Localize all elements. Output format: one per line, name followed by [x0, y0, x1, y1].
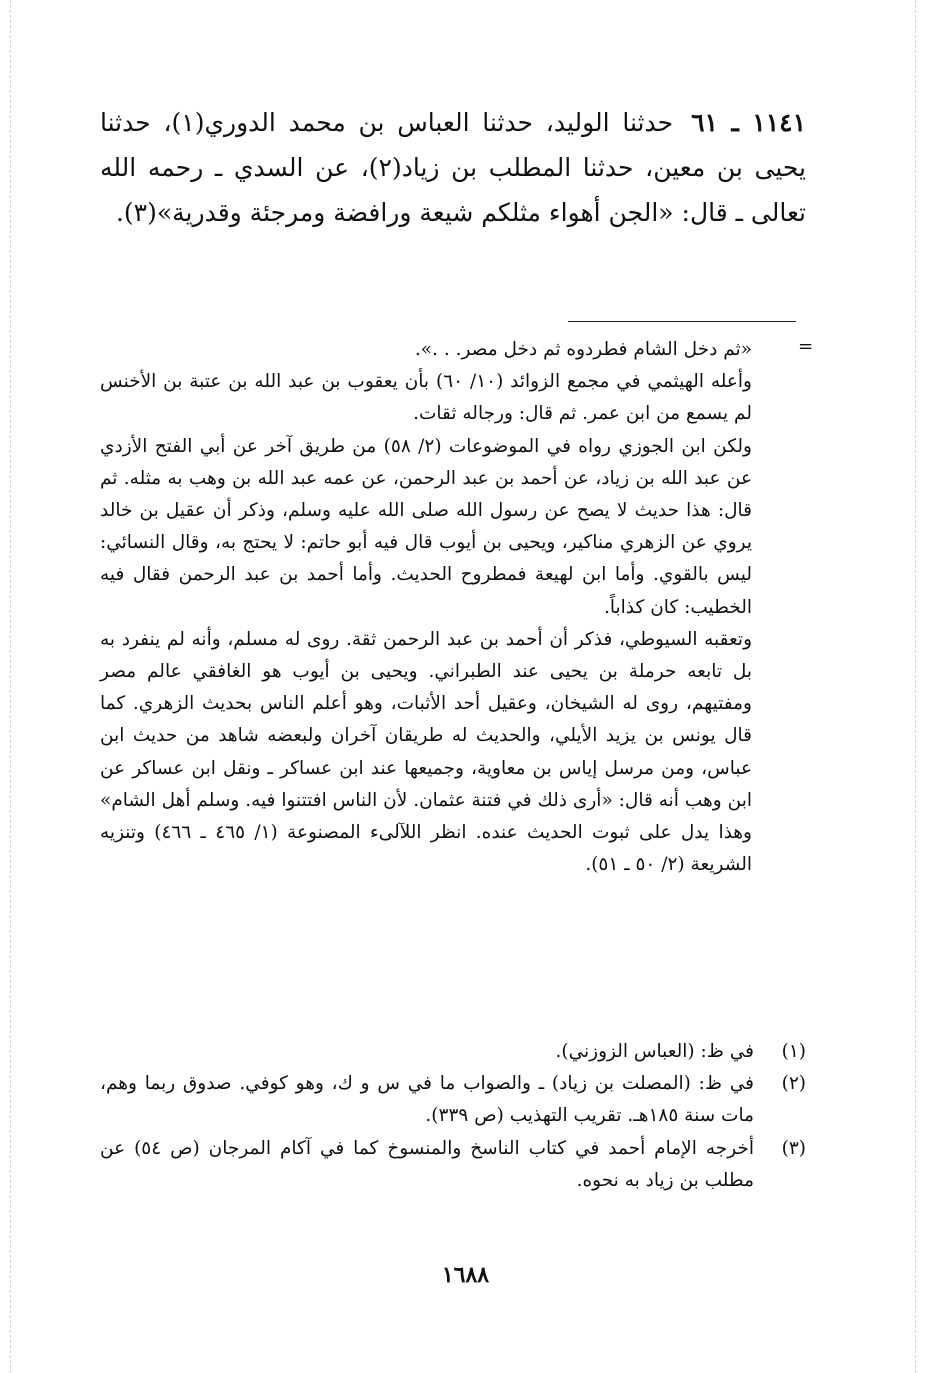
note-paragraph: «ثم دخل الشام فطردوه ثم دخل مصر. . .».: [414, 339, 752, 360]
hadith-body: حدثنا الوليد، حدثنا العباس بن محمد الدوري(١)، حدثنا يحيى بن معين، حدثنا المطلب بن زياد(٢)، عن السدي ـ رحمه الله تعالى ـ قال: «الجن أهواء مثلكم شيعة ورافضة ومرجئة وقدرية»(٣).: [100, 108, 806, 227]
page-number: ١٦٨٨: [441, 1262, 490, 1288]
scan-artifact-line: [915, 0, 916, 1373]
note-paragraph: وأعله الهيثمي في مجمع الزوائد (١٠/ ٦٠) بأن يعقوب بن عبد الله بن عتبة بن الأخنس لم يسمع من ابن عمر. ثم قال: ورجاله ثقات.: [100, 371, 752, 425]
footnote: [100, 1036, 806, 1068]
hadith-number: ١١٤١ ـ ٦١: [691, 108, 807, 137]
footnote-separator: [568, 321, 796, 322]
footnote-number: (١): [781, 1041, 806, 1062]
note-paragraph: ولكن ابن الجوزي رواه في الموضوعات (٢/ ٥٨) من طريق آخر عن أبي الفتح الأزدي عن عبد الله بن زياد، عن أحمد بن عبد الرحمن، عن عمه عبد الله بن وهب به مثله. ثم قال: هذا حديث لا يصح عن رسول الله صلى الله عليه وسلم، وذكر أن عقيل بن خالد يروي عن الزهري مناكير، ويحيى بن أيوب قال فيه أبو حاتم: لا يحتج به، وقال النسائي: ليس بالقوي. وأما ابن لهيعة فمطروح الحديث. وأما أحمد بن عبد الرحمن فقال فيه الخطيب: كان كذاباً.: [100, 435, 752, 618]
footnote-number: (٣): [781, 1137, 806, 1159]
note-paragraph: وتعقبه السيوطي، فذكر أن أحمد بن عبد الرحمن ثقة. روى له مسلم، وأنه لم ينفرد به بل تابعه حرملة بن يحيى عند الطبراني. ويحيى بن أيوب هو الغافقي عالم مصر ومفتيهم، روى له الشيخان، وعقيل أحد الأثبات، وهو أعلم الناس بحديث الزهري. كما قال يونس بن يزيد الأيلي، والحديث له طريقان آخران ولبعضه شاهد من حديث ابن عباس، ومن مرسل إياس بن معاوية، وجميعها عند ابن عساكر ـ ونقل ابن عساكر عن ابن وهب أنه قال: «أرى ذلك في فتنة عثمان. لأن الناس افتتنوا فيه. وسلم أهل الشام» وهذا يدل على ثبوت الحديث عنده. انظر اللآلىء المصنوعة (١/ ٤٦٥ ـ ٤٦٦) وتنزيه الشريعة (٢/ ٥٠ ـ ٥١).: [100, 628, 752, 876]
footnote-text: أخرجه الإمام أحمد في كتاب الناسخ والمنسوخ كما في آكام المرجان (ص ٥٤) عن مطلب بن زياد به نحوه.: [100, 1137, 754, 1191]
footnote: [100, 1068, 806, 1132]
commentary-notes: [100, 334, 752, 881]
footnotes: [100, 1036, 806, 1197]
footnote: [100, 1133, 806, 1197]
footnote-text: في ظ: (المصلت بن زياد) ـ والصواب ما في س و ك، وهو كوفي. صدوق ربما وهم، مات سنة ١٨٥هـ. تقريب التهذيب (ص ٣٣٩).: [100, 1073, 754, 1127]
continuation-mark: =: [798, 336, 814, 357]
hadith-text: [100, 100, 806, 235]
footnote-number: (٢): [781, 1073, 806, 1095]
scan-artifact-line: [10, 0, 11, 1373]
footnote-text: في ظ: (العباس الزوزني).: [555, 1041, 754, 1062]
